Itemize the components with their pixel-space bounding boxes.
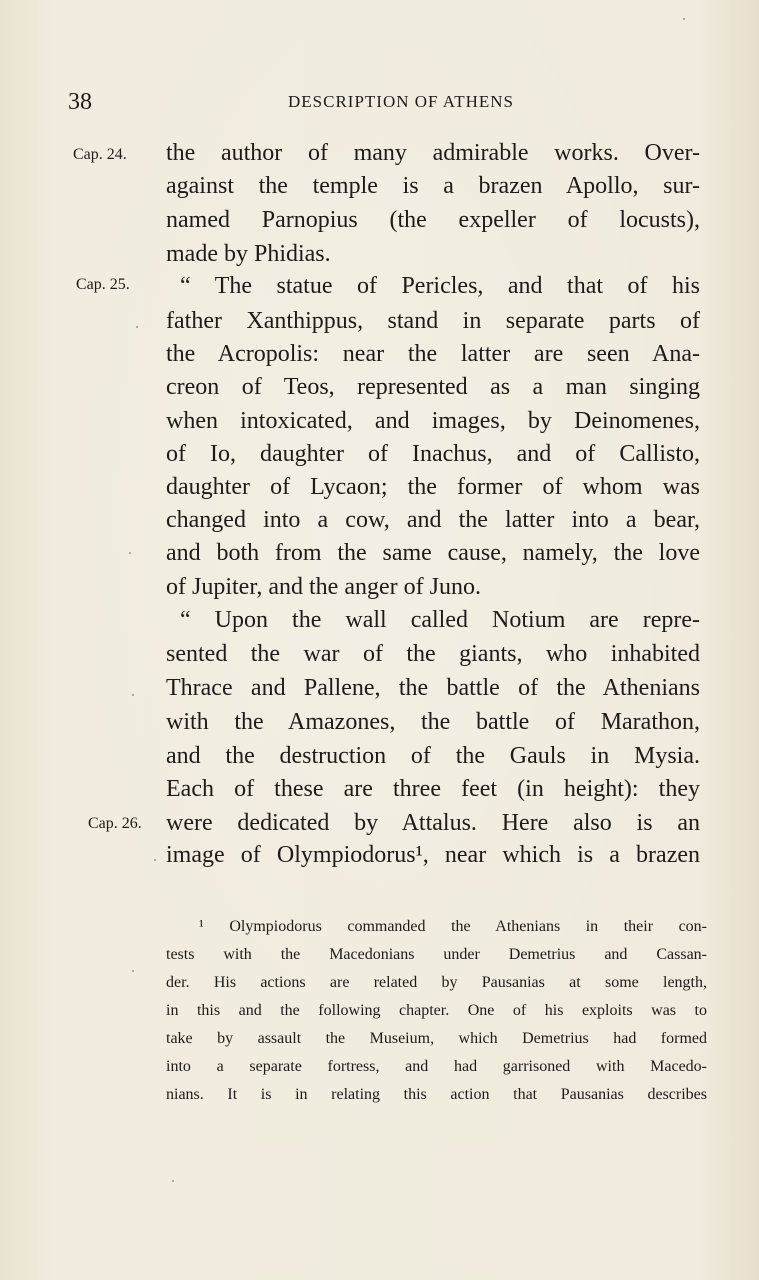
paper-speck	[136, 326, 138, 328]
body-line: the author of many admirable works. Over-	[166, 140, 700, 166]
paper-speck	[154, 859, 156, 861]
margin-note-cap-26: Cap. 26.	[88, 815, 142, 832]
body-line: Thrace and Pallene, the battle of the Athenians	[166, 675, 700, 701]
paper-speck	[129, 552, 131, 554]
body-line: when intoxicated, and images, by Deinomenes,	[166, 408, 700, 434]
body-line: father Xanthippus, stand in separate parts of	[166, 308, 700, 334]
paper-speck	[172, 1180, 174, 1182]
body-line: sented the war of the giants, who inhabited	[166, 641, 700, 667]
body-line: of Io, daughter of Inachus, and of Callisto,	[166, 441, 700, 467]
body-line: “ Upon the wall called Notium are repre-	[180, 607, 700, 633]
footnote-line: nians. It is in relating this action that Pausanias describes	[166, 1086, 707, 1103]
body-line: “ The statue of Pericles, and that of his	[180, 273, 700, 299]
body-line: and both from the same cause, namely, the love	[166, 540, 700, 566]
body-line: creon of Teos, represented as a man singing	[166, 374, 700, 400]
body-line: with the Amazones, the battle of Marathon,	[166, 709, 700, 735]
body-line: of Jupiter, and the anger of Juno.	[166, 574, 481, 600]
body-line: Each of these are three feet (in height): they	[166, 776, 700, 802]
body-line: daughter of Lycaon; the former of whom was	[166, 474, 700, 500]
footnote-line: take by assault the Museium, which Demetrius had formed	[166, 1030, 707, 1047]
body-line: against the temple is a brazen Apollo, sur-	[166, 173, 700, 199]
footnote-line: ¹ Olympiodorus commanded the Athenians in their con-	[199, 918, 707, 935]
paper-speck	[132, 694, 134, 696]
body-line: the Acropolis: near the latter are seen Ana-	[166, 341, 700, 367]
margin-note-cap-25: Cap. 25.	[76, 276, 130, 293]
footnote-line: der. His actions are related by Pausanias at some length,	[166, 974, 707, 991]
page-number: 38	[68, 89, 92, 115]
paper-speck	[132, 970, 134, 972]
body-line: named Parnopius (the expeller of locusts),	[166, 207, 700, 233]
body-line: were dedicated by Attalus. Here also is an	[166, 810, 700, 836]
margin-note-cap-24: Cap. 24.	[73, 146, 127, 163]
footnote-line: tests with the Macedonians under Demetrius and Cassan-	[166, 946, 707, 963]
footnote-line: in this and the following chapter. One of his exploits was to	[166, 1002, 707, 1019]
body-line: made by Phidias.	[166, 241, 331, 267]
body-line: changed into a cow, and the latter into a bear,	[166, 507, 700, 533]
body-line: image of Olympiodorus¹, near which is a brazen	[166, 842, 700, 868]
body-line: and the destruction of the Gauls in Mysia.	[166, 743, 700, 769]
paper-speck	[683, 18, 685, 20]
footnote-line: into a separate fortress, and had garrisoned with Macedo-	[166, 1058, 707, 1075]
running-head: DESCRIPTION OF ATHENS	[288, 92, 514, 111]
